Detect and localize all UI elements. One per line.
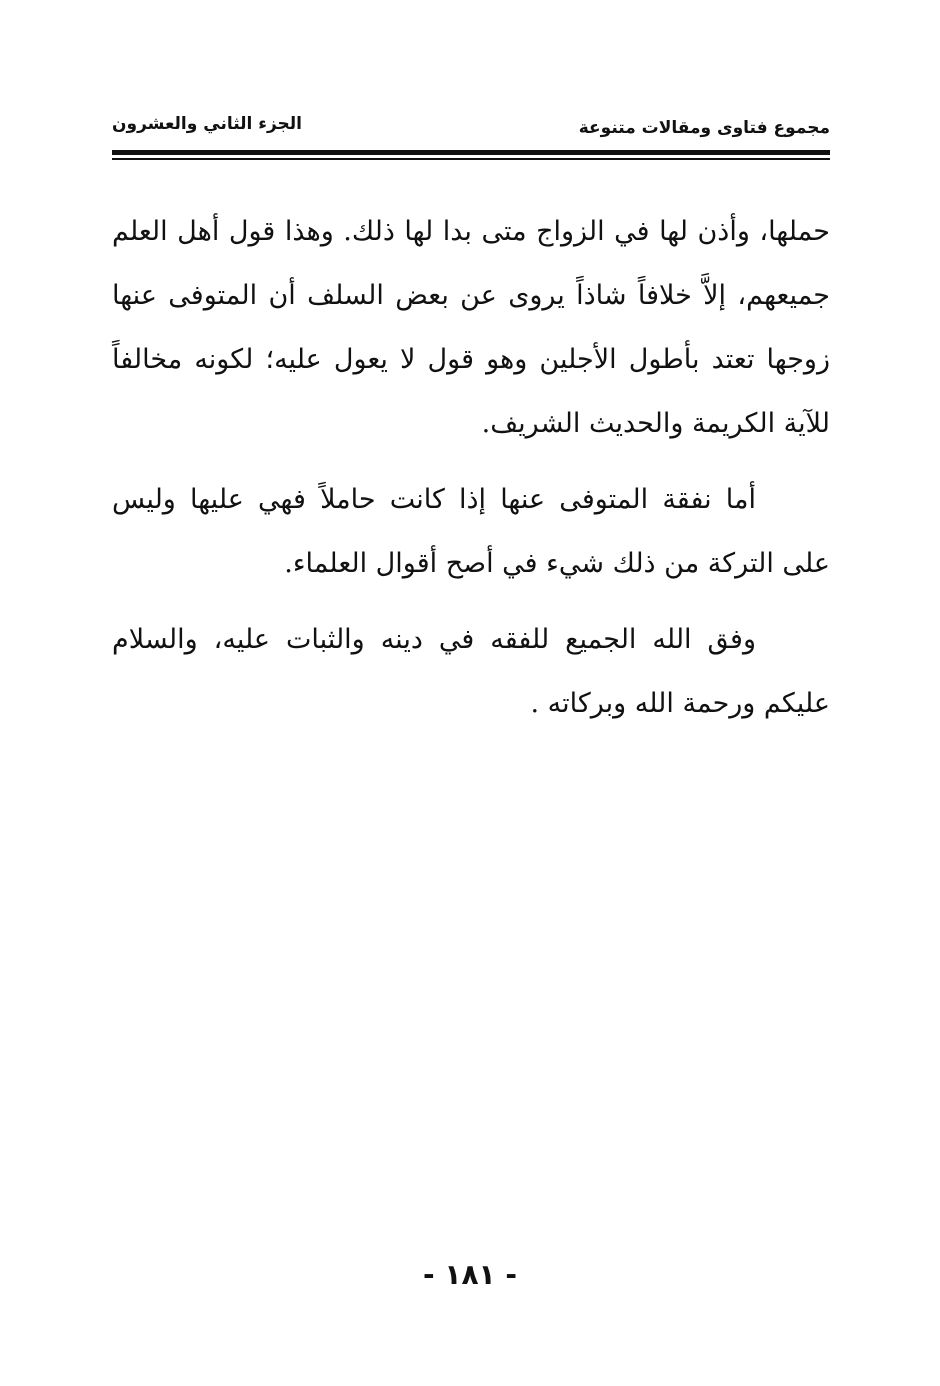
page-number: - ١٨١ - xyxy=(422,1258,518,1291)
volume-label: الجزء الثاني والعشرون xyxy=(112,114,303,134)
body-text xyxy=(112,200,830,736)
paragraph-2: أما نفقة المتوفى عنها إذا كانت حاملاً فهي عليها وليس على التركة من ذلك شيء في أصح أقوال العلماء. xyxy=(112,484,830,579)
header-rule-thick xyxy=(112,150,830,155)
running-header xyxy=(112,112,830,144)
paragraph-1: حملها، وأذن لها في الزواج متى بدا لها ذلك. وهذا قول أهل العلم جميعهم، إلاَّ خلافاً شاذاً يروى عن بعض السلف أن المتوفى عنها زوجها تعتد بأطول الأجلين وهو قول لا يعول عليه؛ لكونه مخالفاً للآية الكريمة والحديث الشريف. xyxy=(112,216,830,439)
header-rule-thin xyxy=(112,158,830,160)
paragraph-3: وفق الله الجميع للفقه في دينه والثبات عليه، والسلام عليكم ورحمة الله وبركاته . xyxy=(112,624,830,719)
book-title: مجموع فتاوى ومقالات متنوعة xyxy=(578,118,830,138)
